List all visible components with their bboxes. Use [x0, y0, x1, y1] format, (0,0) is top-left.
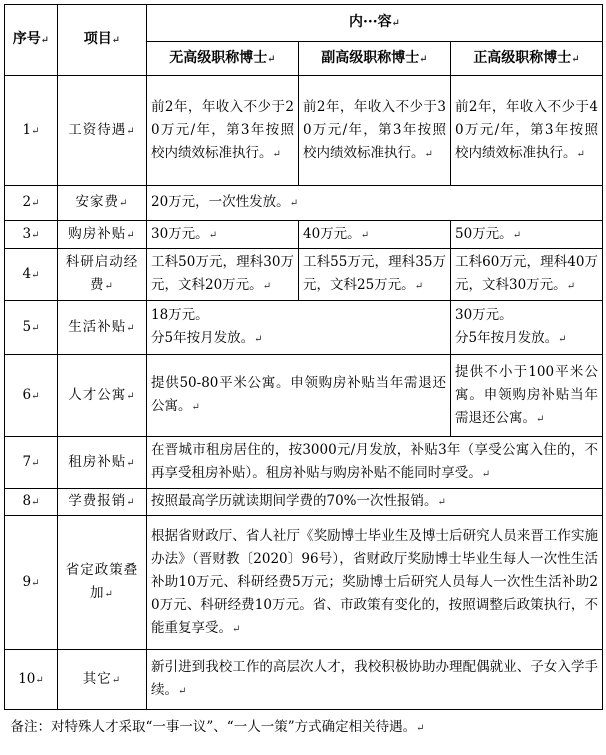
header-col-full: 正高级职称博士↵ [451, 42, 603, 76]
row-item: 租房补贴↵ [58, 437, 147, 489]
row-number: 5↵ [5, 301, 58, 355]
cell-none-assoc: 提供50-80平米公寓。申领购房补贴当年需退还公寓。↵ [147, 355, 451, 437]
table-row [5, 355, 603, 437]
cell-full: 提供不小于100平米公寓。申领购房补贴当年需退还公寓。↵ [451, 355, 603, 437]
table-row [5, 301, 603, 355]
row-item: 学费报销↵ [58, 489, 147, 516]
row-item: 省定政策叠加↵ [58, 516, 147, 650]
table-row [5, 76, 603, 186]
cell-full: 50万元。↵ [451, 221, 603, 249]
cell-none: 工科50万元，理科30万元，文科20万元。↵ [147, 249, 299, 301]
header-seq: 序号↵ [5, 5, 58, 76]
cell-all: 新引进到我校工作的高层次人才，我校积极协助办理配偶就业、子女入学手续。↵ [147, 650, 603, 710]
row-number: 2↵ [5, 186, 58, 221]
cell-all: 根据省财政厅、省人社厅《奖励博士毕业生及博士后研究人员来晋工作实施办法》（晋财教〔2020〕96号），省财政厅奖励博士毕业生每人一次性生活补助10万元、科研经费5万元；奖励博士后研究人员每人一次性生活补助20万元、科研经费10万元。省、市政策有变化的，按照调整后政策执行，不能重复享受。↵ [147, 516, 603, 650]
table-row [5, 516, 603, 650]
row-item: 安家费↵ [58, 186, 147, 221]
header-col-assoc: 副高级职称博士↵ [299, 42, 451, 76]
row-number: 8↵ [5, 489, 58, 516]
row-item: 人才公寓↵ [58, 355, 147, 437]
cell-full: 前2年，年收入不少于40万元/年，第3年按照校内绩效标准执行。↵ [451, 76, 603, 186]
cell-full: 工科60万元，理科40万元，文科30万元。↵ [451, 249, 603, 301]
cell-none-assoc: 18万元。 分5年按月发放。↵ [147, 301, 451, 355]
note-text: 备注：对特殊人才采取“一事一议”、“一人一策”方式确定相关待遇。↵ [10, 719, 425, 736]
header-item: 项目↵ [58, 5, 147, 76]
table-row [5, 437, 603, 489]
header-col-none: 无高级职称博士↵ [147, 42, 299, 76]
table-row [5, 650, 603, 710]
header-row-1 [5, 5, 603, 42]
row-item: 生活补贴↵ [58, 301, 147, 355]
cell-assoc: 前2年，年收入不少于30万元/年，第3年按照校内绩效标准执行。↵ [299, 76, 451, 186]
cell-none: 前2年，年收入不少于20万元/年，第3年按照校内绩效标准执行。↵ [147, 76, 299, 186]
cell-assoc: 工科55万元，理科35万元，文科25万元。↵ [299, 249, 451, 301]
talent-benefits-table [4, 4, 603, 747]
row-item: 购房补贴↵ [58, 221, 147, 249]
table-row [5, 221, 603, 249]
cell-all: 20万元，一次性发放。↵ [147, 186, 603, 221]
cell-full: 30万元。 分5年按月发放。↵ [451, 301, 603, 355]
table-row [5, 489, 603, 516]
row-number: 9↵ [5, 516, 58, 650]
header-content: 内···容↵ [147, 5, 603, 42]
cell-none: 30万元。↵ [147, 221, 299, 249]
row-item: 科研启动经费↵ [58, 249, 147, 301]
note-row [5, 710, 603, 747]
row-number: 3↵ [5, 221, 58, 249]
table-row [5, 186, 603, 221]
row-number: 6↵ [5, 355, 58, 437]
cell-all: 在晋城市租房居住的，按3000元/月发放，补贴3年（享受公寓入住的，不再享受租房补贴）。租房补贴与购房补贴不能同时享受。↵ [147, 437, 603, 489]
row-number: 10↵ [5, 650, 58, 710]
row-number: 1↵ [5, 76, 58, 186]
row-number: 4↵ [5, 249, 58, 301]
row-item: 其它↵ [58, 650, 147, 710]
row-item: 工资待遇↵ [58, 76, 147, 186]
row-number: 7↵ [5, 437, 58, 489]
cell-assoc: 40万元。↵ [299, 221, 451, 249]
cell-all: 按照最高学历就读期间学费的70%一次性报销。↵ [147, 489, 603, 516]
table-row [5, 249, 603, 301]
